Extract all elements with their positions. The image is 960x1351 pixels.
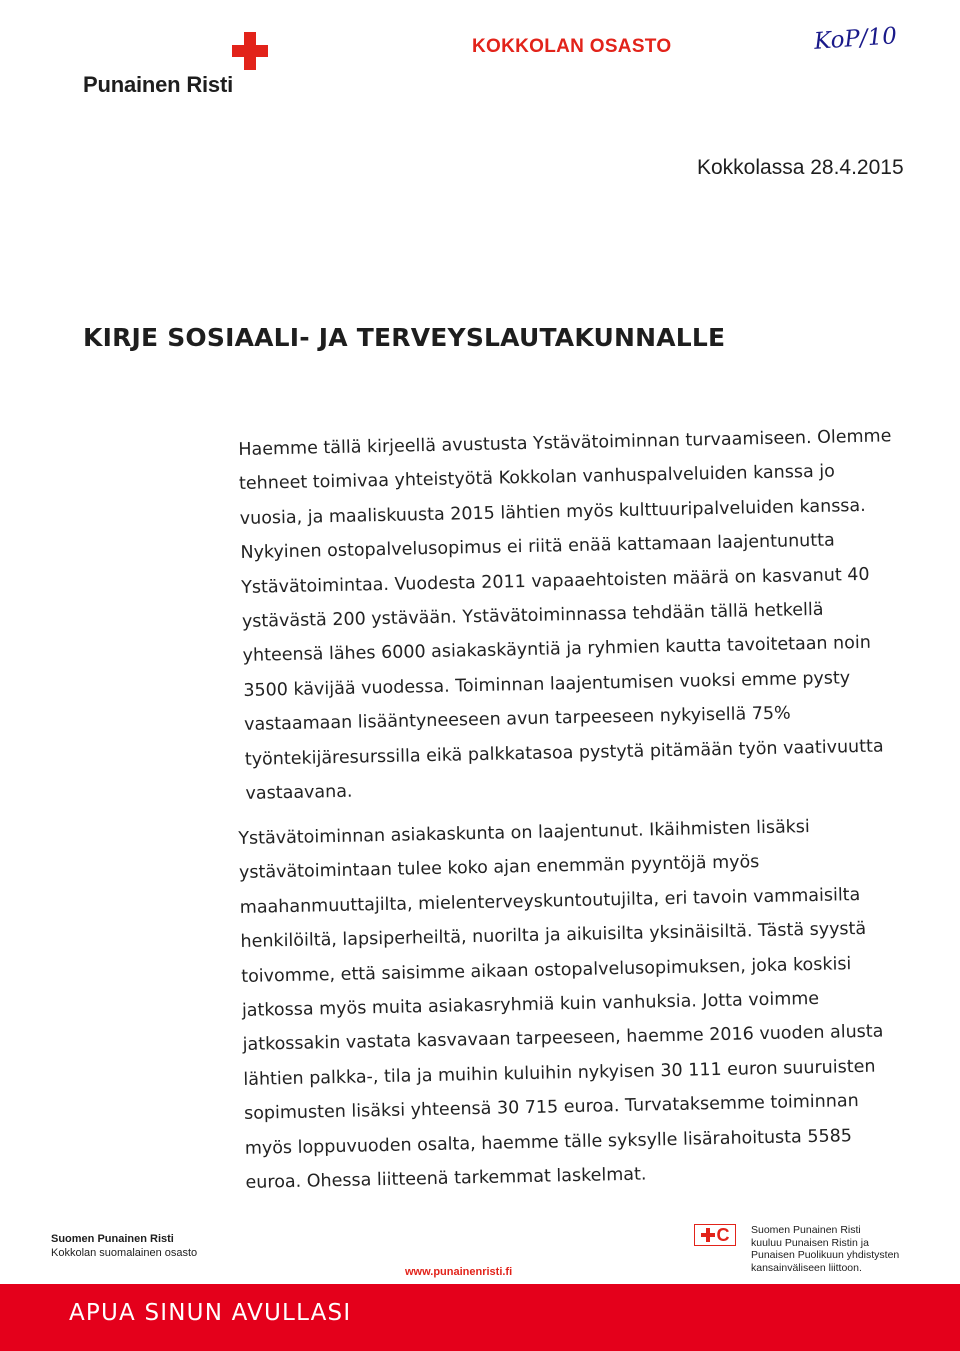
text-line: sopimusten lisäksi yhteensä 30 715 euroa. Turvataksemme toiminnan <box>243 1091 859 1125</box>
text-line: Ystävätoiminnan asiakaskunta on laajentunut. Ikäihmisten lisäksi <box>238 817 811 849</box>
text-line: 3500 kävijää vuodessa. Toiminnan laajentumisen vuoksi emme pysty <box>243 667 851 701</box>
text-line: henkilöiltä, lapsiperheiltä, nuorilta ja aikuisilta yksinäisiltä. Tästä syystä <box>240 919 867 953</box>
letter-date: Kokkolassa 28.4.2015 <box>697 156 904 179</box>
crescent-letter: C <box>716 1225 730 1245</box>
red-cross-crescent-emblem-icon <box>694 1224 736 1246</box>
text-line: työntekijäresurssilla eikä palkkatasoa pystytä pitämään työn vaativuutta <box>244 736 884 770</box>
text-line: ystävätoimintaan tulee koko ajan enemmän pyyntöjä myös <box>238 852 760 884</box>
text-line: vuosia, ja maaliskuusta 2015 lähtien myös kulttuuripalveluiden kanssa. <box>239 495 866 529</box>
text-line: jatkossakin vastata kasvavaan tarpeeseen, haemme 2016 vuoden alusta <box>242 1021 884 1056</box>
branch-name: KOKKOLAN OSASTO <box>472 36 672 57</box>
handwritten-note: KoP/10 <box>813 23 898 55</box>
text-line: Haemme tällä kirjeellä avustusta Ystävätoiminnan turvaamiseen. Olemme <box>238 426 892 460</box>
logo-wordmark: Punainen Risti <box>83 72 233 97</box>
text-line: vastaavana. <box>245 781 353 804</box>
small-cross-icon <box>701 1228 715 1242</box>
footer-membership-note <box>751 1224 931 1274</box>
text-line: ystävästä 200 ystävään. Ystävätoiminnassa tehdään tällä hetkellä <box>241 599 824 632</box>
text-line: Ystävätoimintaa. Vuodesta 2011 vapaaehtoisten määrä on kasvanut 40 <box>241 564 870 598</box>
footer-organization <box>51 1232 197 1260</box>
footer-note-line: kansainväliseen liittoon. <box>751 1261 862 1274</box>
text-line: lähtien palkka-, tila ja muihin kuluihin nykyisen 30 111 euron suuruisten <box>243 1056 876 1090</box>
text-line: vastaamaan lisääntyneeseen avun tarpeeseen nykyisellä 75% <box>243 703 791 736</box>
letter-title: KIRJE SOSIAALI- JA TERVEYSLAUTAKUNNALLE <box>83 323 726 352</box>
text-line: tehneet toimivaa yhteistyötä Kokkolan vanhuspalveluiden kanssa jo <box>238 461 836 495</box>
footer-note-line: kuuluu Punaisen Ristin ja <box>751 1236 869 1249</box>
text-line: Nykyinen ostopalvelusopimus ei riitä enää kattamaan laajentunutta <box>240 530 835 564</box>
footer-website-link[interactable]: www.punainenristi.fi <box>405 1266 513 1278</box>
text-line: jatkossa myös muita asiakasryhmiä kuin vanhuksia. Jotta voimme <box>241 988 820 1021</box>
text-line: yhteensä lähes 6000 asiakaskäyntiä ja ryhmien kautta tavoitetaan noin <box>242 633 872 667</box>
footer-note-line: Punaisen Puolikuun yhdistysten <box>751 1249 900 1261</box>
footer-note-line: Suomen Punainen Risti <box>751 1224 861 1236</box>
text-line: toivomme, että saisimme aikaan ostopalvelusopimuksen, joka koskisi <box>241 953 852 987</box>
body-paragraph-2 <box>238 808 926 1200</box>
footer-org-title: Suomen Punainen Risti <box>51 1233 174 1245</box>
text-line: maahanmuuttajilta, mielenterveyskuntoutujilta, eri tavoin vammaisilta <box>239 884 861 918</box>
text-line: myös loppuvuoden osalta, haemme tälle syksylle lisärahoitusta 5585 <box>244 1125 853 1159</box>
body-paragraph-1 <box>238 419 926 811</box>
footer-org-subtitle: Kokkolan suomalainen osasto <box>51 1247 198 1259</box>
red-cross-logo-icon <box>232 32 268 70</box>
text-line: euroa. Ohessa liitteenä tarkemmat laskelmat. <box>245 1164 647 1193</box>
footer-slogan: APUA SINUN AVULLASI <box>69 1300 352 1326</box>
